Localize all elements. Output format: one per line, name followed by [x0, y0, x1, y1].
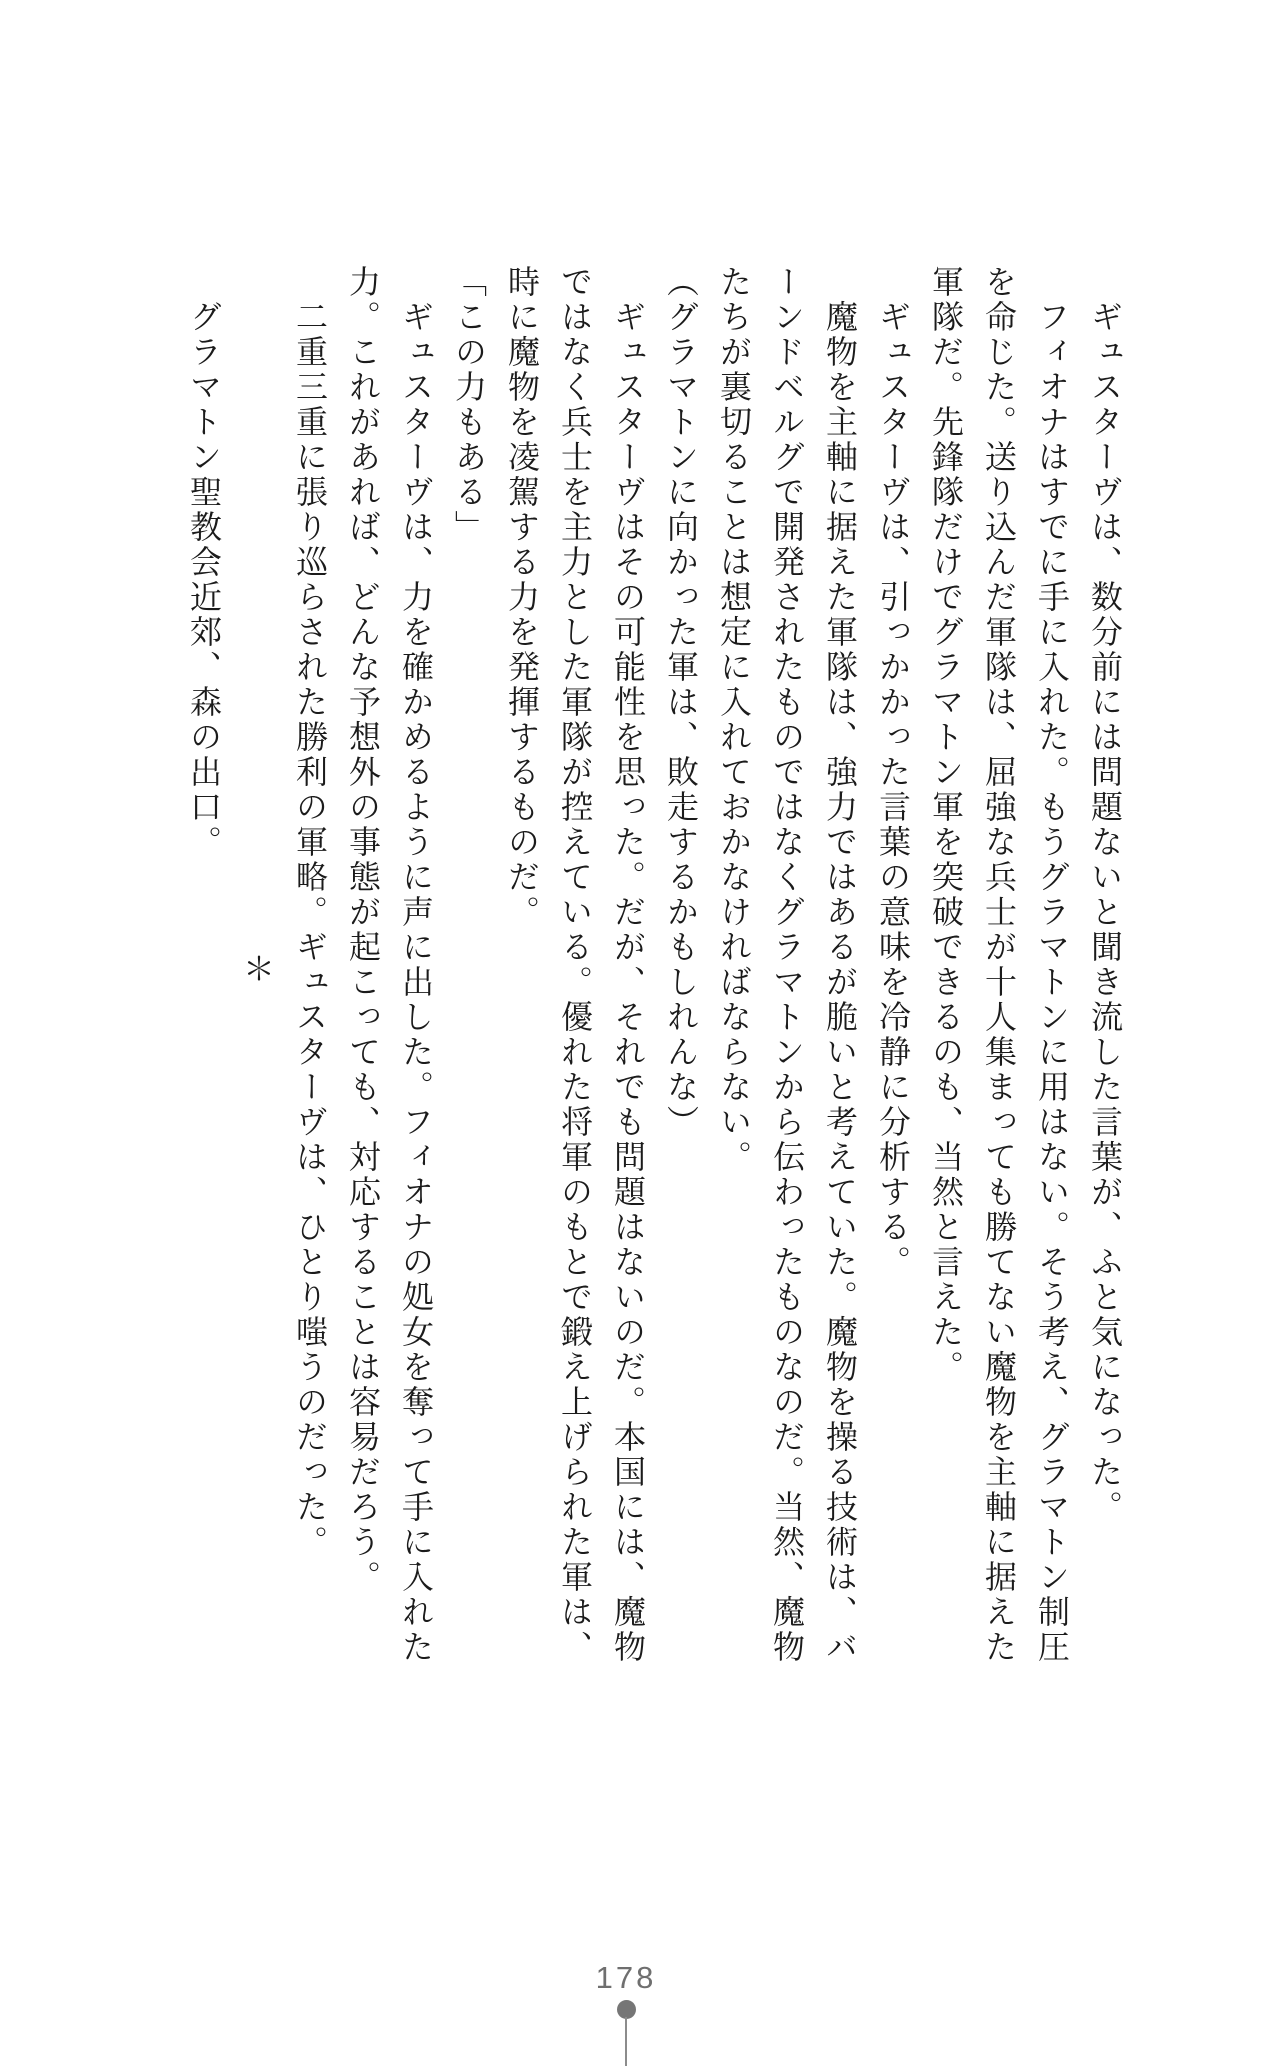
page-text [177, 265, 1131, 1670]
paragraph: 「この力もある」 [451, 265, 487, 545]
paragraph: グラマトン聖教会近郊、森の出口。 [186, 300, 222, 860]
paragraph: ギュスターヴは、数分前には問題ないと聞き流した言葉が、ふと気になった。 [1087, 300, 1123, 1525]
paragraph: ギュスターヴは、引っかかった言葉の意味を冷静に分析する。 [875, 300, 911, 1280]
section-break-asterisk: ＊ [239, 951, 275, 984]
paragraph: （グラマトンに向かった軍は、敗走するかもしれんな） [663, 265, 699, 1140]
paragraph: フィオナはすでに手に入れた。もうグラマトンに用はない。そう考え、グラマトン制圧を命じた。送り込んだ軍隊は、屈強な兵士が十人集まっても勝てない魔物を主軸に据えた軍隊だ。先鋒隊だけでグラマトン軍を突破できるのも、当然と言えた。 [928, 265, 1070, 1665]
paragraph: 魔物を主軸に据えた軍隊は、強力ではあるが脆いと考えていた。魔物を操る技術は、バーンドベルグで開発されたものではなくグラマトンから伝わったものなのだ。当然、魔物たちが裏切ることは想定に入れておかなければならない。 [716, 265, 858, 1665]
paragraph: 二重三重に張り巡らされた勝利の軍略。ギュスターヴは、ひとり嗤うのだった。 [292, 300, 328, 1560]
paragraph: ギュスターヴはその可能性を思った。だが、それでも問題はないのだ。本国には、魔物ではなく兵士を主力とした軍隊が控えている。優れた将軍のもとで鍛え上げられた軍は、時に魔物を凌駕する力を発揮するものだ。 [504, 265, 646, 1665]
page-number: 178 [595, 1960, 657, 1995]
footer-rule [625, 2017, 627, 2066]
paragraph: ギュスターヴは、力を確かめるように声に出した。フィオナの処女を奪って手に入れた力。これがあれば、どんな予想外の事態が起こっても、対応することは容易だろう。 [345, 265, 434, 1665]
